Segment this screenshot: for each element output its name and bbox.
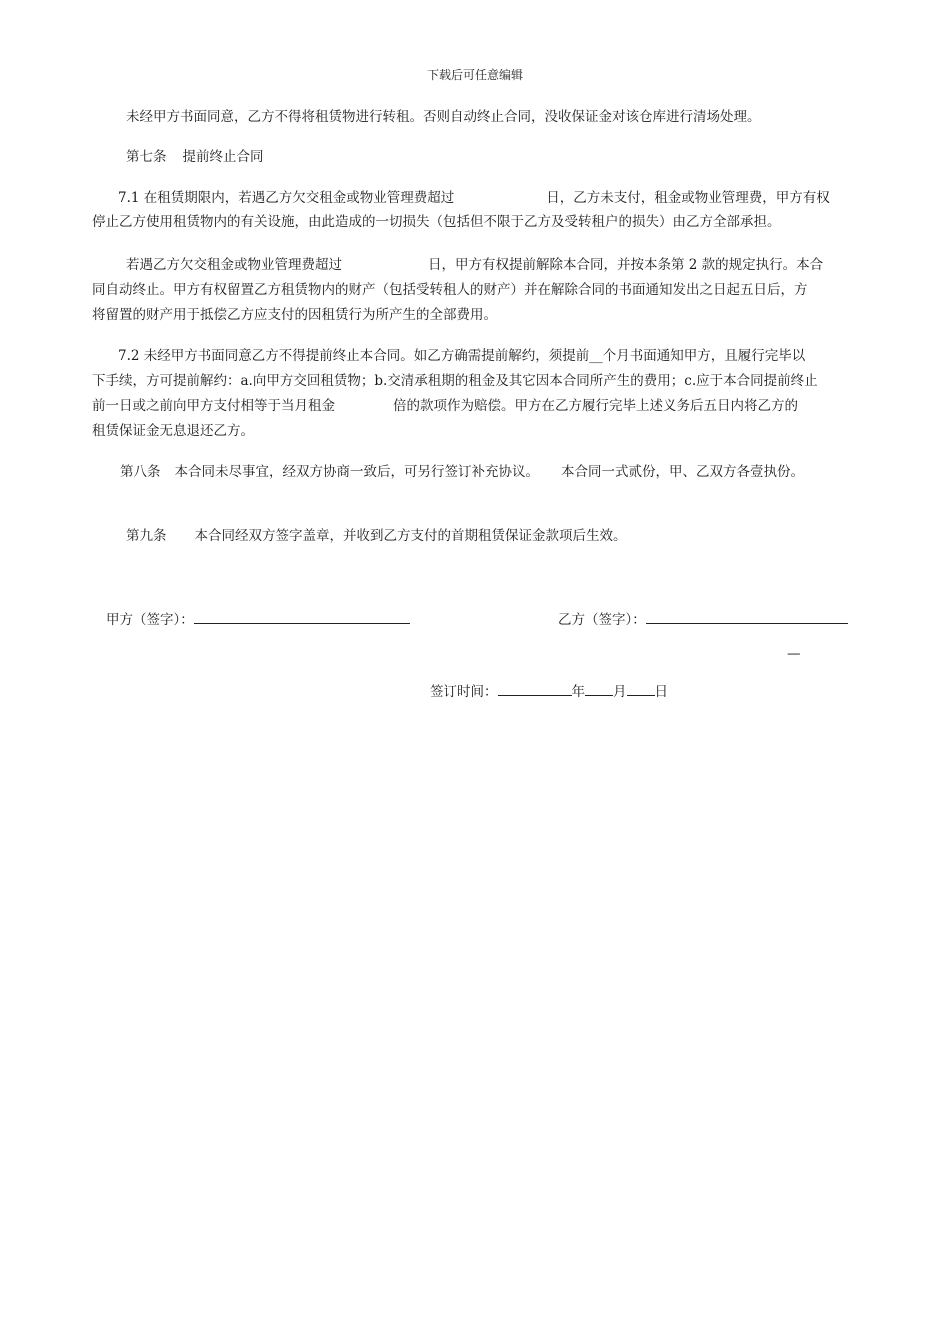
party-a-signature bbox=[106, 609, 410, 630]
signing-date bbox=[430, 681, 668, 702]
article-8-text: 本合同未尽事宜，经双方协商一致后，可另行签订补充协议。 bbox=[174, 464, 539, 480]
party-a-label: 甲方（签字）： bbox=[106, 612, 194, 628]
clause-7-1-line-2: 停止乙方使用租赁物内的有关设施，由此造成的一切损失（包括但不限于乙方及受转租户的损失）由乙方全部承担。 bbox=[92, 214, 781, 230]
party-b-line-continuation: — bbox=[787, 646, 801, 662]
party-b-signature-line[interactable] bbox=[646, 609, 848, 624]
article-8-number: 第八条 bbox=[120, 464, 161, 480]
clause-7-2-line-3: 前一日或之前向甲方支付相等于当月租金 倍的款项作为赔偿。甲方在乙方履行完毕上述义务后五日内将乙方的 bbox=[92, 398, 798, 414]
clause-7-2-line-4: 租赁保证金无息退还乙方。 bbox=[92, 423, 254, 439]
clause-7-1-line-1: 7.1 在租赁期限内，若遇乙方欠交租金或物业管理费超过 日，乙方未支付，租金或物业管理费，甲方有权 bbox=[118, 190, 830, 206]
day-field[interactable] bbox=[627, 681, 655, 696]
date-label: 签订时间： bbox=[430, 684, 498, 700]
clause-7-2-line-2: 下手续，方可提前解约：a.向甲方交回租赁物；b.交清承租期的租金及其它因本合同所产生的费用；c.应于本合同提前终止 bbox=[92, 373, 818, 389]
year-label: 年 bbox=[571, 684, 585, 700]
article-7-title: 提前终止合同 bbox=[182, 149, 264, 165]
clause-7-2-line-1: 7.2 未经甲方书面同意乙方不得提前终止本合同。如乙方确需提前解约，须提前__个月书面通知甲方，且履行完毕以 bbox=[118, 348, 806, 364]
party-a-signature-line[interactable] bbox=[194, 609, 410, 624]
year-field[interactable] bbox=[498, 681, 572, 696]
party-b-label: 乙方（签字）： bbox=[558, 612, 646, 628]
termination-line-1: 若遇乙方欠交租金或物业管理费超过 日，甲方有权提前解除本合同，并按本条第 2 款的规定执行。本合 bbox=[126, 257, 824, 273]
article-9-text: 本合同经双方签字盖章，并收到乙方支付的首期租赁保证金款项后生效。 bbox=[194, 528, 627, 544]
month-label: 月 bbox=[613, 684, 627, 700]
article-9-number: 第九条 bbox=[126, 528, 167, 544]
sublease-clause: 未经甲方书面同意，乙方不得将租赁物进行转租。否则自动终止合同，没收保证金对该仓库进行清场处理。 bbox=[126, 109, 761, 125]
article-7-number: 第七条 bbox=[126, 149, 167, 165]
page-header: 下载后可任意编辑 bbox=[426, 68, 523, 82]
day-label: 日 bbox=[654, 684, 668, 700]
termination-line-2: 同自动终止。甲方有权留置乙方租赁物内的财产（包括受转租人的财产）并在解除合同的书面通知发出之日起五日后，方 bbox=[92, 282, 808, 298]
article-8-copies: 本合同一式贰份，甲、乙双方各壹执份。 bbox=[561, 464, 804, 480]
article-8 bbox=[120, 460, 804, 485]
article-7-heading bbox=[126, 145, 264, 170]
article-9 bbox=[126, 524, 627, 549]
party-b-signature bbox=[558, 609, 848, 630]
termination-line-3: 将留置的财产用于抵偿乙方应支付的因租赁行为所产生的全部费用。 bbox=[92, 307, 497, 323]
month-field[interactable] bbox=[585, 681, 613, 696]
